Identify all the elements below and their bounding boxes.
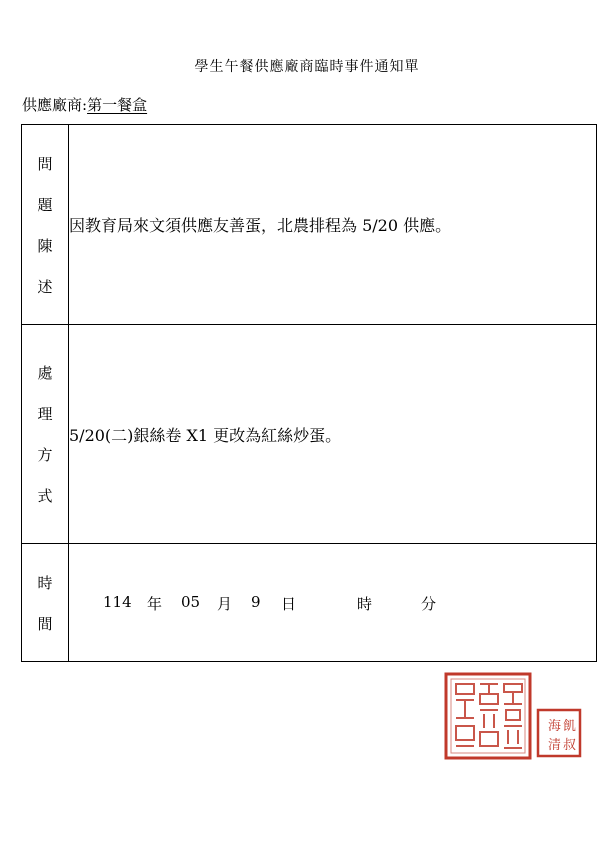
large-seal-icon <box>446 674 530 758</box>
notice-form-table <box>21 124 597 662</box>
time-label-char: 間 <box>37 614 53 633</box>
handling-label-char: 處 <box>37 364 53 382</box>
problem-label-char: 陳 <box>37 236 53 255</box>
time-year: 114 <box>103 592 132 611</box>
time-month: 05 <box>181 592 201 611</box>
time-value <box>69 544 597 662</box>
small-seal-char: 飢 <box>563 719 577 734</box>
problem-label-char: 題 <box>37 195 53 214</box>
handling-row <box>22 325 597 544</box>
handling-label-char: 理 <box>37 405 53 423</box>
time-label-cell <box>22 544 69 662</box>
handling-label-char: 式 <box>37 487 53 505</box>
handling-label-char: 方 <box>37 446 53 464</box>
supplier-name: 第一餐盒 <box>87 96 148 114</box>
problem-label-char: 述 <box>37 277 53 296</box>
time-month-unit: 月 <box>217 594 233 613</box>
time-minute-unit: 分 <box>421 594 437 613</box>
problem-label-char: 問 <box>37 154 53 173</box>
small-seal-char: 海 <box>548 719 562 734</box>
time-day-unit: 日 <box>281 594 297 613</box>
handling-method <box>69 325 597 544</box>
time-row <box>22 544 597 662</box>
company-seals <box>444 670 584 762</box>
time-year-unit: 年 <box>147 594 163 613</box>
small-seal-icon <box>538 710 580 756</box>
problem-text: 因教育局來文須供應友善蛋，北農排程為 5/20 供應。 <box>69 216 452 235</box>
small-seal-char: 叔 <box>563 738 577 753</box>
time-label-char: 時 <box>37 573 53 592</box>
problem-row <box>22 125 597 325</box>
supplier-line <box>22 94 147 115</box>
handling-text: 5/20(二)銀絲卷 X1 更改為紅絲炒蛋。 <box>69 425 342 445</box>
supplier-label: 供應廠商: <box>22 96 88 114</box>
problem-description <box>69 125 597 325</box>
small-seal-char: 清 <box>548 738 562 753</box>
handling-label-cell <box>22 325 69 544</box>
document-title: 學生午餐供應廠商臨時事件通知單 <box>194 59 420 75</box>
problem-label-cell <box>22 125 69 325</box>
time-day: 9 <box>251 592 261 611</box>
time-hour-unit: 時 <box>357 594 373 613</box>
